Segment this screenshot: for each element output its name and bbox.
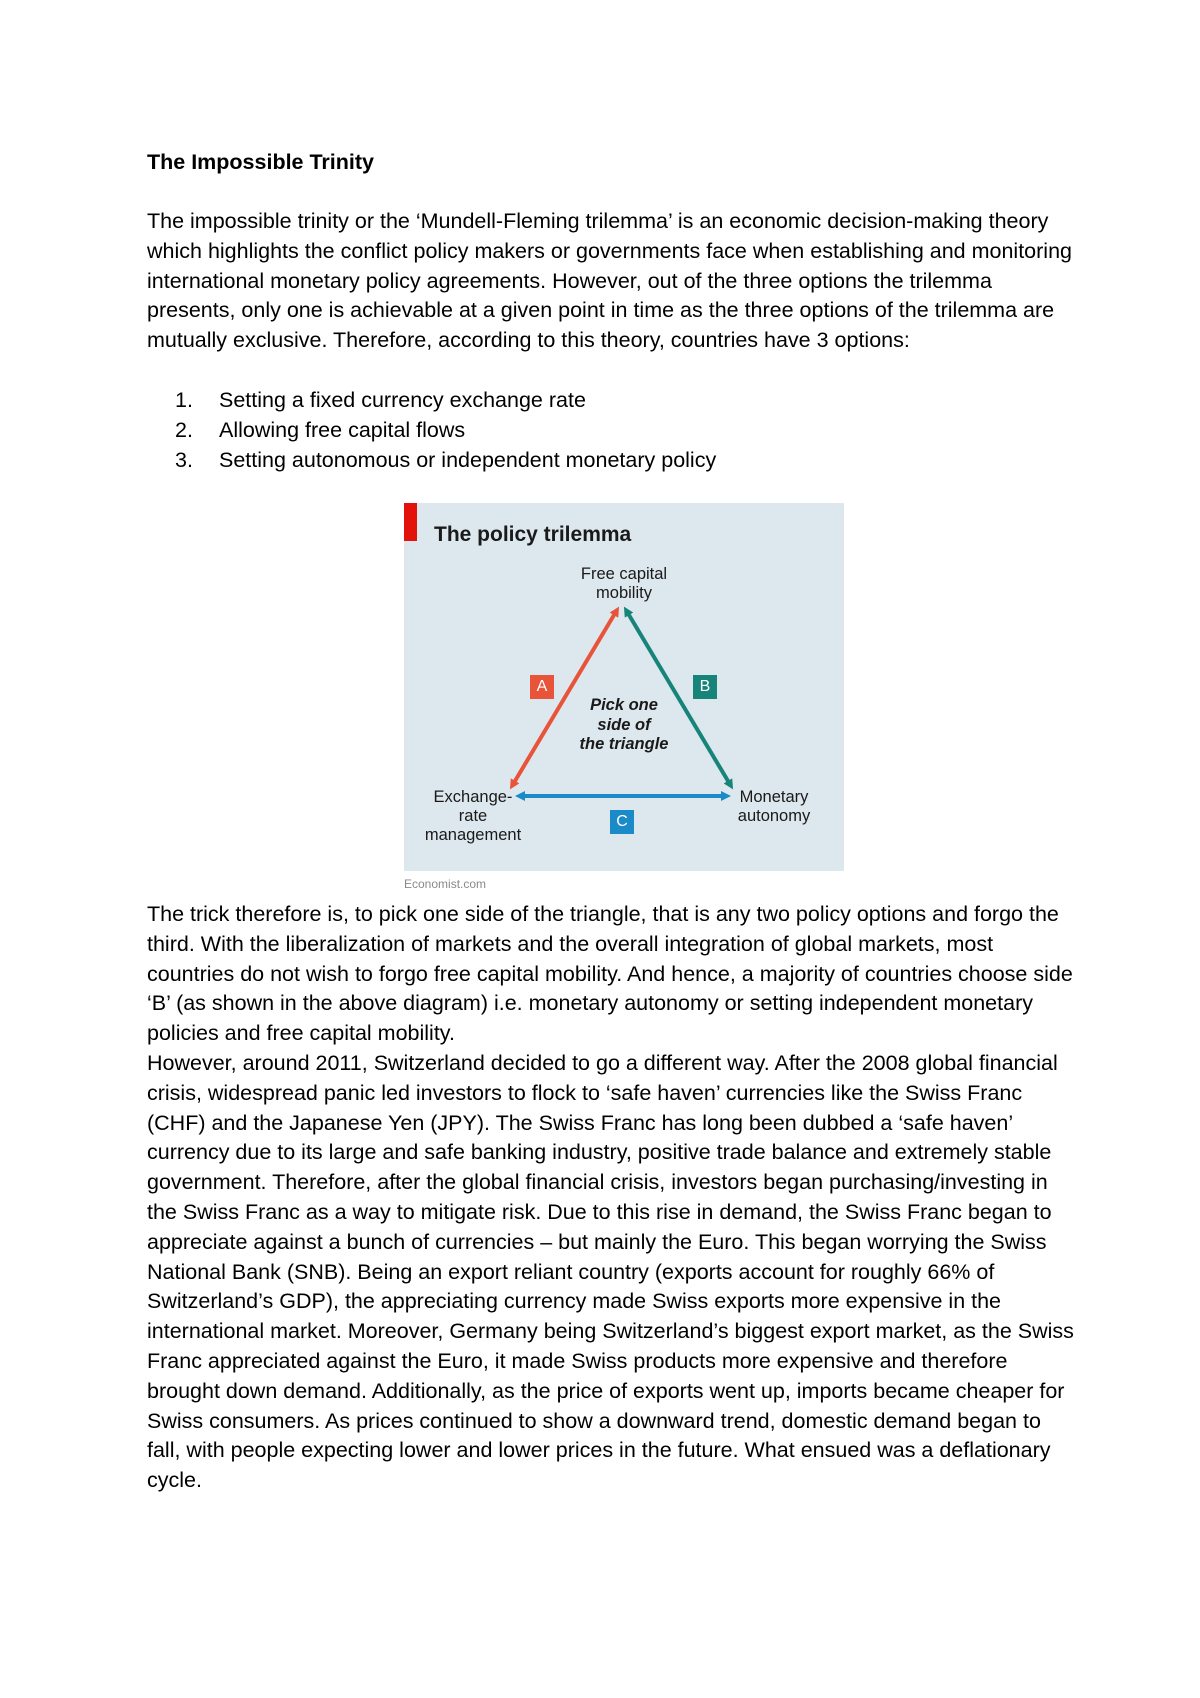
badge-c: C xyxy=(610,810,634,834)
list-number: 2. xyxy=(175,417,193,442)
left-label-line: Exchange- xyxy=(433,788,513,806)
list-number: 1. xyxy=(175,388,193,412)
list-number: 3. xyxy=(175,447,193,472)
center-line: Pick one xyxy=(590,696,658,714)
trilemma-figure xyxy=(404,503,844,871)
list-text: Allowing free capital flows xyxy=(219,417,466,442)
body-text xyxy=(147,900,1077,1496)
list-item xyxy=(175,416,716,446)
badge-b: B xyxy=(693,675,717,699)
center-instruction xyxy=(569,696,679,755)
list-text: Setting a fixed currency exchange rate xyxy=(219,388,586,412)
list-text: Setting autonomous or independent monetary policy xyxy=(219,447,717,472)
right-label-line: Monetary xyxy=(739,788,809,806)
center-line: the triangle xyxy=(579,735,669,753)
list-item xyxy=(175,446,716,476)
top-label-line: mobility xyxy=(596,584,652,602)
right-vertex-label xyxy=(724,788,824,826)
left-label-line: rate xyxy=(458,807,488,825)
top-vertex-label xyxy=(559,565,689,603)
right-label-line: autonomy xyxy=(737,807,811,825)
figure-source: Economist.com xyxy=(404,877,487,891)
paragraph: The trick therefore is, to pick one side of the triangle, that is any two policy options and forgo the third. With the liberalization of markets and the overall integration of global markets, most countries do not wish to forgo free capital mobility. And hence, a majority of countries choose side ‘B’ (as shown in the above diagram) i.e. monetary autonomy or setting independent monetary policies and free capital mobility. xyxy=(147,902,1073,1046)
document-title: The Impossible Trinity xyxy=(147,150,374,174)
center-line: side of xyxy=(597,715,651,734)
top-label-line: Free capital xyxy=(580,565,668,583)
badge-a: A xyxy=(530,675,554,699)
left-label-line: management xyxy=(424,826,522,844)
intro-paragraph: The impossible trinity or the ‘Mundell-Fleming trilemma’ is an economic decision-making theory which highlights the conflict policy makers or governments face when establishing and monitoring international monetary policy agreements. However, out of the three options the trilemma presents, only one is achievable at a given point in time as the three options of the trilemma are mutually exclusive. Therefore, according to this theory, countries have 3 options: xyxy=(147,209,1072,353)
list-item xyxy=(175,386,716,416)
figure-title: The policy trilemma xyxy=(434,523,632,546)
paragraph: However, around 2011, Switzerland decided to go a different way. After the 2008 global financial crisis, widespread panic led investors to flock to ‘safe haven’ currencies like the Swiss Franc (CHF) and the Japanese Yen (JPY). The Swiss Franc has long been dubbed a ‘safe haven’ currency due to its large and safe banking industry, positive trade balance and extremely stable government. Therefore, after the global financial crisis, investors began purchasing/investing in the Swiss Franc as a way to mitigate risk. Due to this rise in demand, the Swiss Franc began to appreciate against a bunch of currencies – but mainly the Euro. This began worrying the Swiss National Bank (SNB). Being an export reliant country (exports account for roughly 66% of Switzerland’s GDP), the appreciating currency made Swiss exports more expensive in the international market. Moreover, Germany being Switzerland’s biggest export market, as the Swiss Franc appreciated against the Euro, it made Swiss products more expensive and therefore brought down demand. Additionally, as the price of exports went up, imports became cheaper for Swiss consumers. As prices continued to show a downward trend, domestic demand began to fall, with people expecting lower and lower prices in the future. What ensued was a deflationary cycle. xyxy=(147,1050,1074,1493)
left-vertex-label xyxy=(418,788,528,845)
options-list xyxy=(175,386,716,475)
